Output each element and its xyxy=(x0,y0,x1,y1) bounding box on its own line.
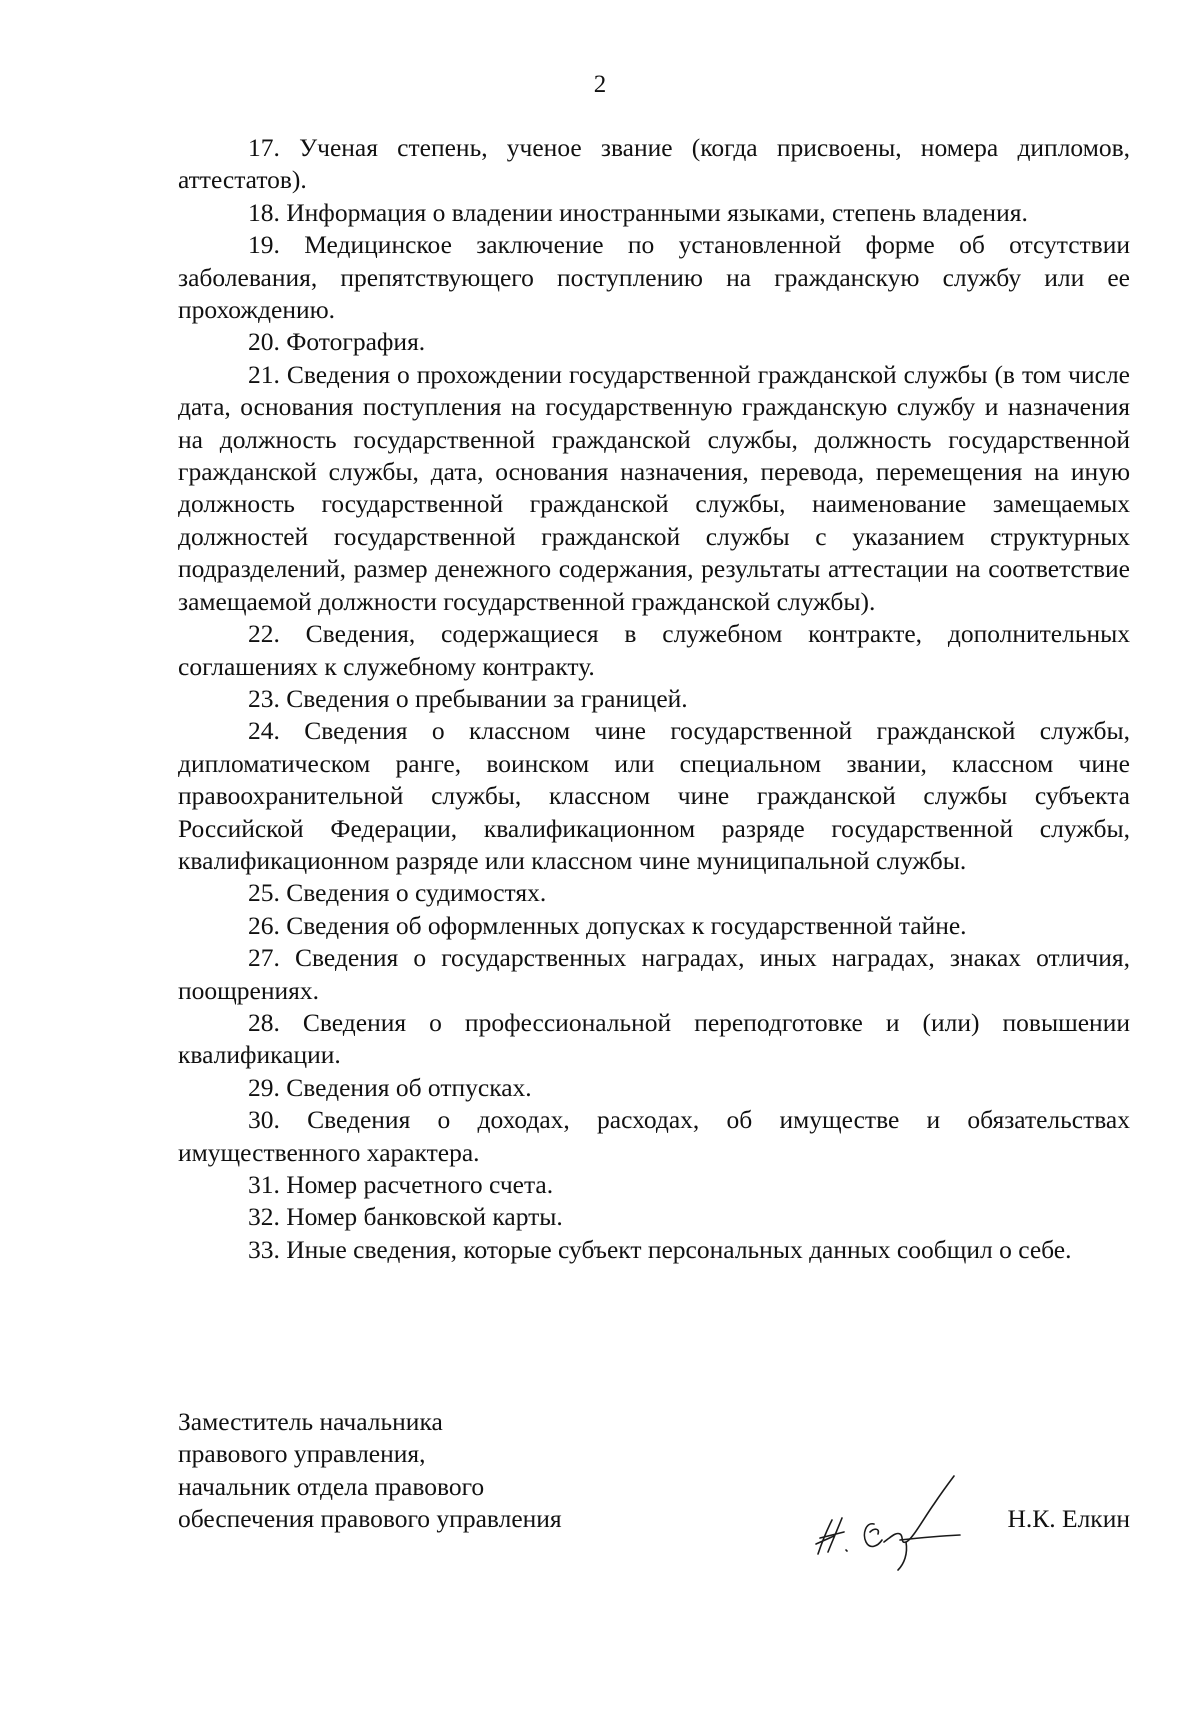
page-number: 2 xyxy=(593,71,607,98)
list-item-24: 24. Сведения о классном чине государственной гражданской службы, дипломатическом ранге, воинском или специальном звании, классном чине правоохранительной службы, классном чине гражданской службы субъекта Российской Федерации, квалификационном разряде государственной службы, квалификационном разряде или классном чине муниципальной службы. xyxy=(178,716,1130,875)
list-item-31: 31. Номер расчетного счета. xyxy=(248,1170,554,1199)
list-item-21: 21. Сведения о прохождении государственной гражданской службы (в том числе дата, основания поступления на государственную гражданскую службу и назначения на должность государственной гражданской службы, должность государственной гражданской службы, дата, основания назначения, перевода, перемещения на иную должность государственной гражданской службы, наименование замещаемых должностей государственной гражданской службы с указанием структурных подразделений, размер денежного содержания, результаты аттестации на соответствие замещаемой должности государственной гражданской службы). xyxy=(178,359,1130,616)
signature-stroke xyxy=(884,1476,954,1542)
list-item-22: 22. Сведения, содержащиеся в служебном контракте, дополнительных соглашениях к служебному контракту. xyxy=(178,619,1130,681)
signature-stroke xyxy=(864,1524,882,1547)
list-item-29: 29. Сведения об отпусках. xyxy=(248,1072,532,1102)
signature-stroke xyxy=(870,1529,878,1534)
position-line: Заместитель начальника xyxy=(178,1407,443,1436)
list-item-27: 27. Сведения о государственных наградах, иных наградах, знаках отличия, поощрениях. xyxy=(178,943,1130,1005)
list-item-26: 26. Сведения об оформленных допусках к государственной тайне. xyxy=(248,910,967,940)
signature-stroke xyxy=(900,1535,960,1540)
signature-stroke xyxy=(846,1550,847,1551)
signature-stroke xyxy=(898,1542,907,1570)
list-item-32: 32. Номер банковской карты. xyxy=(248,1202,563,1232)
list-item-20: 20. Фотография. xyxy=(248,327,426,357)
list-item-33: 33. Иные сведения, которые субъект персональных данных сообщил о себе. xyxy=(248,1234,1072,1264)
signature-block xyxy=(178,1406,1130,1546)
list-item-25: 25. Сведения о судимостях. xyxy=(248,878,547,908)
signer-position xyxy=(178,1406,738,1536)
signer-name: Н.К. Елкин xyxy=(1007,1504,1130,1533)
document-body xyxy=(178,132,1130,1266)
list-item-28: 28. Сведения о профессиональной переподготовке и (или) повышении квалификации. xyxy=(178,1007,1130,1070)
list-item-17: 17. Ученая степень, ученое звание (когда присвоены, номера дипломов, аттестатов). xyxy=(178,133,1130,195)
list-item-30: 30. Сведения о доходах, расходах, об имуществе и обязательствах имущественного характера. xyxy=(178,1105,1130,1167)
position-line: правового управления, xyxy=(178,1439,426,1469)
position-line: обеспечения правового управления xyxy=(178,1504,562,1534)
list-item-18: 18. Информация о владении иностранными языками, степень владения. xyxy=(248,197,1028,227)
list-item-19: 19. Медицинское заключение по установленной форме об отсутствии заболевания, препятствующего поступлению на гражданскую службу или ее прохождению. xyxy=(178,230,1130,325)
handwritten-signature xyxy=(808,1462,978,1572)
position-line: начальник отдела правового xyxy=(178,1471,485,1501)
list-item-23: 23. Сведения о пребывании за границей. xyxy=(248,683,688,713)
